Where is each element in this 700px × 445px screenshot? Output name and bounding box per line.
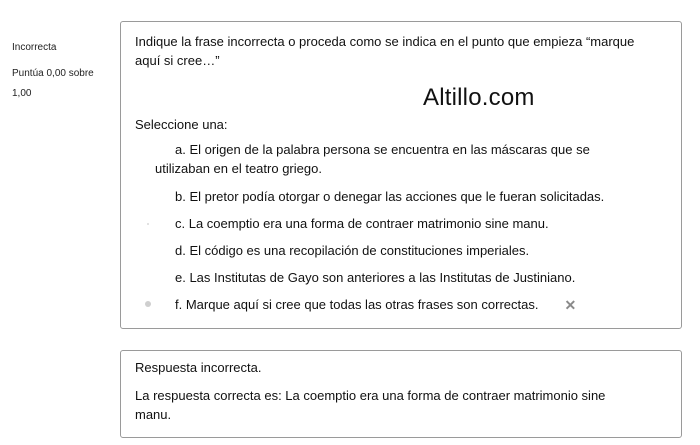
- answer-list: [121, 22, 681, 328]
- question-state: Incorrecta: [12, 42, 57, 53]
- answer-label-d: d. El código es una recopilación de constituciones imperiales.: [175, 243, 530, 258]
- answer-option-c[interactable]: [145, 214, 645, 233]
- radio-a[interactable]: [145, 146, 151, 152]
- answer-label-f: f. Marque aquí si cree que todas las otras frases son correctas.: [175, 297, 539, 312]
- question-content-box: [120, 21, 682, 329]
- feedback-correct-answer: La respuesta correcta es: La coemptio era una forma de contraer matrimonio sine manu.: [135, 388, 606, 422]
- answer-label-c: c. La coemptio era una forma de contraer matrimonio sine manu.: [175, 216, 549, 231]
- answer-label-b: b. El pretor podía otorgar o denegar las acciones que le fueran solicitadas.: [175, 189, 605, 204]
- answer-option-a[interactable]: [145, 140, 645, 178]
- answer-label-e: e. Las Institutas de Gayo son anteriores a las Institutas de Justiniano.: [175, 270, 576, 285]
- feedback-box: [120, 350, 682, 438]
- answer-prompt: Seleccione una:: [135, 117, 228, 132]
- watermark: Altillo.com: [423, 84, 535, 111]
- answer-option-b[interactable]: [145, 187, 645, 206]
- radio-f-selected[interactable]: [145, 301, 151, 307]
- radio-d[interactable]: [145, 247, 151, 253]
- question-info: [12, 38, 112, 104]
- answer-option-d[interactable]: [145, 241, 645, 260]
- radio-c[interactable]: [147, 223, 149, 225]
- feedback-result: Respuesta incorrecta.: [135, 360, 262, 375]
- answer-label-a: a. El origen de la palabra persona se encuentra en las máscaras que se utilizaban en el teatro griego.: [155, 142, 590, 176]
- answer-option-e[interactable]: [145, 268, 645, 287]
- cross-icon: ✕: [564, 297, 577, 313]
- question-grade: Puntúa 0,00 sobre 1,00: [12, 68, 94, 99]
- radio-b[interactable]: [145, 193, 151, 199]
- answer-option-f[interactable]: [145, 295, 645, 315]
- question-text: Indique la frase incorrecta o proceda como se indica en el punto que empieza “marque aquí si cree…”: [135, 34, 635, 68]
- radio-e[interactable]: [145, 274, 151, 280]
